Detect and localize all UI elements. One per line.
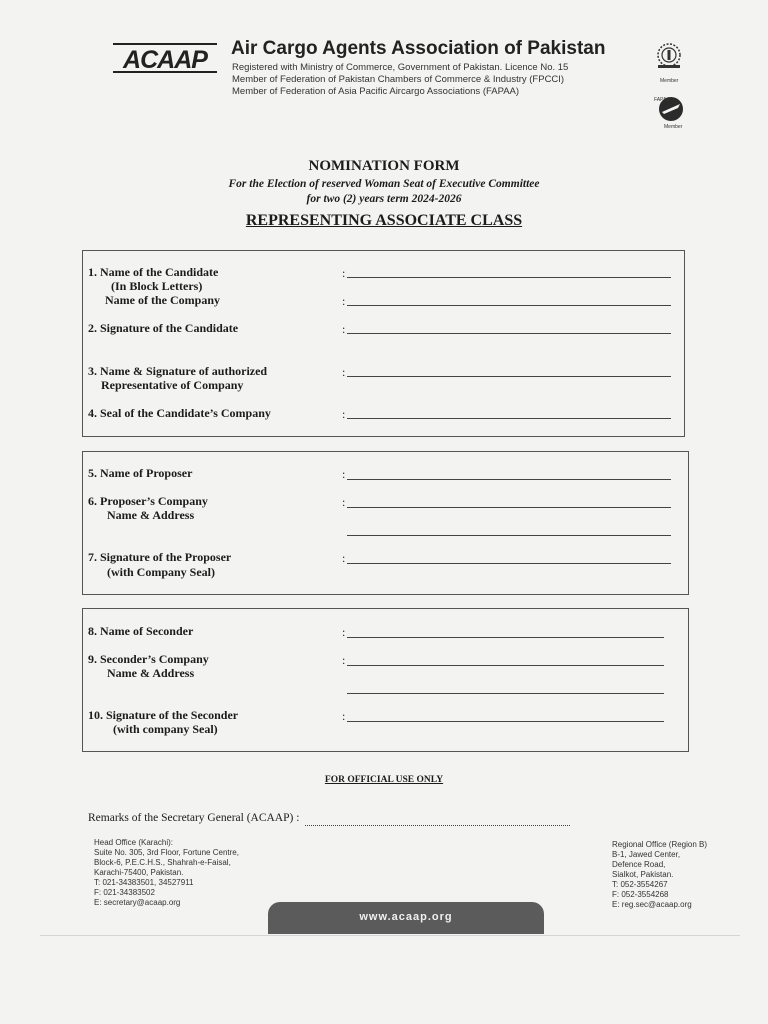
authorized-rep-label: 3. Name & Signature of authorized <box>88 364 268 378</box>
proposer-signature-label: 7. Signature of the Proposer <box>88 550 232 564</box>
seconder-signature-field[interactable] <box>347 721 664 722</box>
proposer-signature-field[interactable] <box>347 563 671 564</box>
candidate-company-field[interactable] <box>347 305 671 306</box>
regional-office-phone: T: 052-3554267 <box>612 880 668 889</box>
form-title: NOMINATION FORM <box>308 158 460 174</box>
official-use-text: FOR OFFICIAL USE ONLY <box>324 775 444 785</box>
candidate-signature-field[interactable] <box>347 333 671 334</box>
head-office-line: Karachi-75400, Pakistan. <box>94 868 184 877</box>
seal-member-label: Member <box>660 78 679 84</box>
regional-office-fax: F: 052-3554268 <box>612 890 669 899</box>
seal-fapaa-label: FAPAA <box>654 97 670 103</box>
proposer-address-field[interactable] <box>347 535 671 536</box>
proposer-company-field[interactable] <box>347 507 671 508</box>
colon: : <box>342 495 346 509</box>
form-subtitle-2: for two (2) years term 2024-2026 <box>306 193 462 205</box>
remarks-field[interactable] <box>305 825 570 826</box>
colon: : <box>342 266 346 280</box>
regional-office-line: Defence Road, <box>612 860 666 869</box>
head-office-block <box>94 838 239 908</box>
head-office-phone: T: 021-34383501, 34527911 <box>94 878 194 887</box>
colon: : <box>342 294 346 308</box>
class-title <box>0 212 768 230</box>
acaap-logo <box>113 42 217 74</box>
colon: : <box>342 407 346 421</box>
website-banner[interactable]: www.acaap.org <box>268 902 544 934</box>
colon: : <box>342 365 346 379</box>
block-letters-label: (In Block Letters) <box>111 279 203 293</box>
remarks-label: Remarks of the Secretary General (ACAAP) : <box>88 812 300 824</box>
head-office-title: Head Office (Karachi): <box>94 838 173 847</box>
seconder-address-field[interactable] <box>347 693 664 694</box>
proposer-address-label: Name & Address <box>107 508 195 522</box>
seconder-company-label: 9. Seconder’s Company <box>88 652 209 666</box>
svg-text:ACAAP: ACAAP <box>123 46 207 74</box>
authorized-rep-field[interactable] <box>347 376 671 377</box>
regional-office-email: E: reg.sec@acaap.org <box>612 900 692 909</box>
head-office-fax: F: 021-34383502 <box>94 888 155 897</box>
proposer-name-label: 5. Name of Proposer <box>88 466 193 480</box>
seconder-name-label: 8. Name of Seconder <box>88 624 194 638</box>
regional-office-line: B-1, Jawed Center, <box>612 850 681 859</box>
registration-line: Registered with Ministry of Commerce, Government of Pakistan. Licence No. 15 <box>232 62 569 73</box>
regional-office-title: Regional Office (Region B) <box>612 840 708 849</box>
official-use-heading <box>0 775 768 785</box>
colon: : <box>342 551 346 565</box>
form-subtitle-1: For the Election of reserved Woman Seat of Executive Committee <box>228 178 540 190</box>
seal-member-label-2: Member <box>664 124 683 130</box>
org-name: Air Cargo Agents Association of Pakistan <box>231 38 606 59</box>
seconder-company-field[interactable] <box>347 665 664 666</box>
proposer-name-field[interactable] <box>347 479 671 480</box>
company-seal-field[interactable] <box>347 418 671 419</box>
proposer-company-label: 6. Proposer’s Company <box>88 494 208 508</box>
head-office-line: Block-6, P.E.C.H.S., Shahrah-e-Faisal, <box>94 858 231 867</box>
seconder-name-field[interactable] <box>347 637 664 638</box>
footer-divider <box>40 935 740 936</box>
fpcci-seal-icon <box>652 40 686 74</box>
proposer-seal-label: (with Company Seal) <box>107 565 216 579</box>
company-seal-label: 4. Seal of the Candidate’s Company <box>88 406 271 420</box>
class-title-text: REPRESENTING ASSOCIATE CLASS <box>245 212 523 229</box>
candidate-company-label: Name of the Company <box>105 293 220 307</box>
seconder-seal-label: (with company Seal) <box>113 722 218 736</box>
colon: : <box>342 467 346 481</box>
representative-label: Representative of Company <box>101 378 244 392</box>
fapaa-line: Member of Federation of Asia Pacific Aircargo Associations (FAPAA) <box>232 86 520 97</box>
head-office-email: E: secretary@acaap.org <box>94 898 181 907</box>
candidate-name-label: 1. Name of the Candidate <box>88 265 219 279</box>
seconder-signature-label: 10. Signature of the Seconder <box>88 708 239 722</box>
regional-office-line: Sialkot, Pakistan. <box>612 870 674 879</box>
head-office-line: Suite No. 305, 3rd Floor, Fortune Centre, <box>94 848 239 857</box>
colon: : <box>342 322 346 336</box>
colon: : <box>342 709 346 723</box>
regional-office-block <box>612 840 707 910</box>
colon: : <box>342 653 346 667</box>
seconder-address-label: Name & Address <box>107 666 195 680</box>
fpcci-line: Member of Federation of Pakistan Chambers of Commerce & Industry (FPCCI) <box>232 74 565 85</box>
candidate-signature-label: 2. Signature of the Candidate <box>88 321 239 335</box>
candidate-name-field[interactable] <box>347 277 671 278</box>
colon: : <box>342 625 346 639</box>
